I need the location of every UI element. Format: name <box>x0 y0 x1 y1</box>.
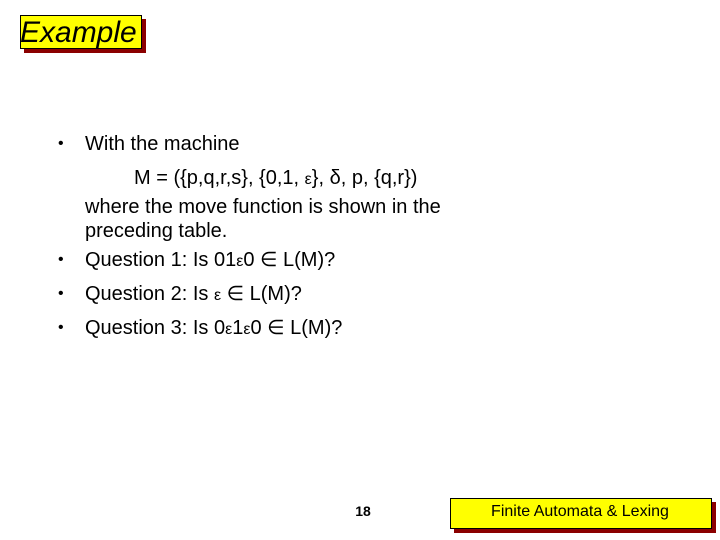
bullet-icon: • <box>58 285 64 302</box>
bullet-icon: • <box>58 135 64 152</box>
bullet-item-question-3 <box>58 311 698 345</box>
question-2-pre: Question 2: Is <box>85 283 214 305</box>
move-function-text-1: where the move function is shown in the <box>85 196 441 218</box>
question-2 <box>85 277 302 313</box>
bullet-icon: • <box>58 251 64 268</box>
move-function-text-2: preceding table. <box>85 220 228 242</box>
slide-title: Example <box>20 16 137 49</box>
epsilon-symbol-icon: ε <box>243 321 251 338</box>
machine-def-pre: M = ({p,q,r,s}, {0,1, <box>134 167 305 189</box>
question-1-post: 0 ∈ L(M)? <box>243 249 336 271</box>
epsilon-symbol-icon: ε <box>225 321 233 338</box>
question-1 <box>85 243 335 279</box>
question-2-post: ∈ L(M)? <box>221 283 302 305</box>
bullet-icon: • <box>58 319 64 336</box>
epsilon-symbol-icon: ε <box>304 171 312 188</box>
machine-intro: With the machine <box>85 133 240 155</box>
bullet-item-machine <box>58 127 698 161</box>
bullet-item-question-1 <box>58 243 698 277</box>
slide-content <box>58 127 698 345</box>
epsilon-symbol-icon: ε <box>213 287 222 304</box>
bullet-item-question-2 <box>58 277 698 311</box>
move-function-line-1 <box>58 195 698 219</box>
question-3 <box>85 311 342 347</box>
footer-box <box>450 498 712 529</box>
question-3-pre: Question 3: Is 0 <box>85 317 226 339</box>
page-number: 18 <box>355 503 371 519</box>
machine-definition-line <box>58 161 698 195</box>
machine-def-post: }, δ, p, {q,r}) <box>311 167 418 189</box>
slide-title-box <box>20 15 142 49</box>
footer-title: Finite Automata & Lexing <box>491 503 669 520</box>
question-3-post: 0 ∈ L(M)? <box>250 317 343 339</box>
machine-definition <box>134 161 417 197</box>
epsilon-symbol-icon: ε <box>236 253 244 270</box>
move-function-line-2 <box>58 219 698 243</box>
question-1-pre: Question 1: Is 01 <box>85 249 237 271</box>
question-3-mid: 1 <box>232 317 244 339</box>
